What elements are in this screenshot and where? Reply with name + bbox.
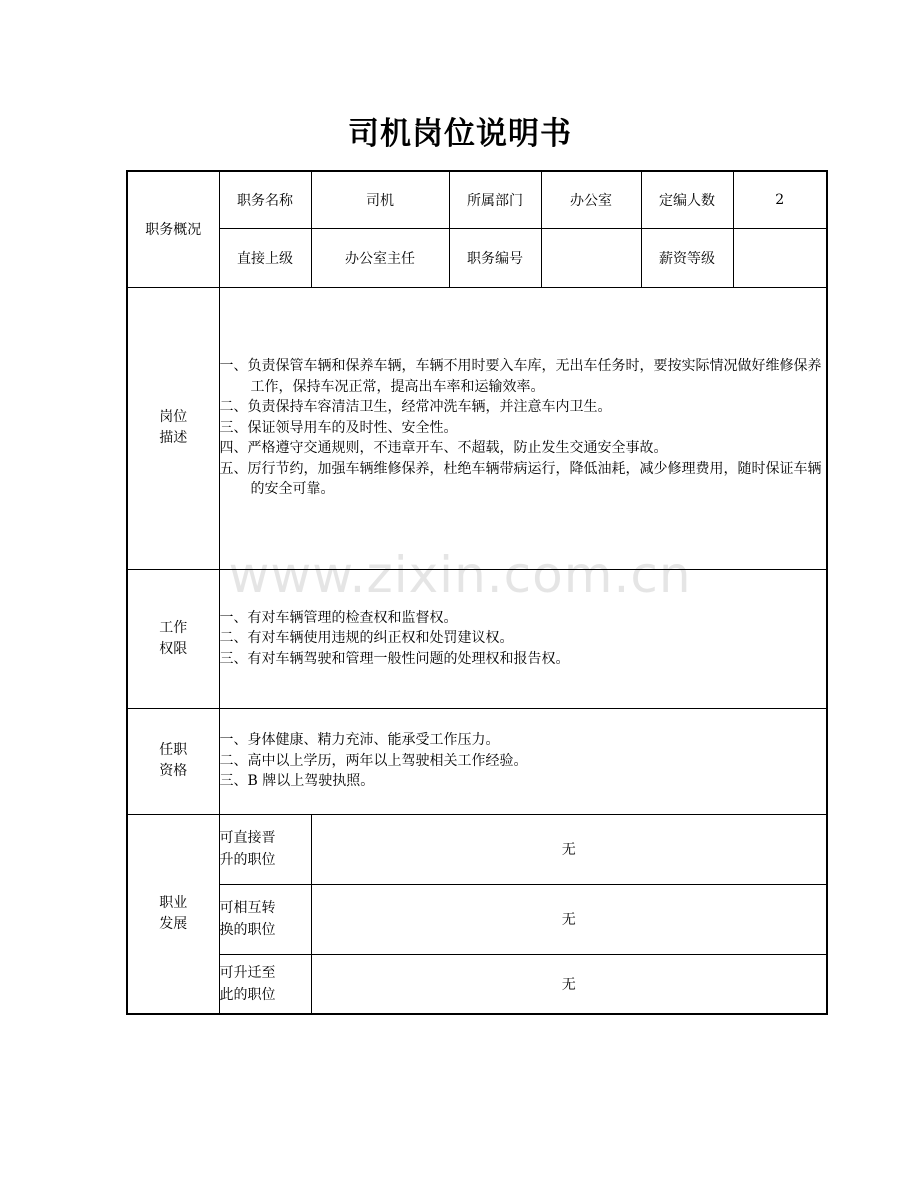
supervisor-value: 办公室主任 [311, 228, 449, 287]
overview-row-1 [127, 171, 827, 228]
qualification-row [127, 708, 827, 814]
headcount-label: 定编人数 [641, 171, 733, 228]
job-code-label: 职务编号 [449, 228, 541, 287]
supervisor-label: 直接上级 [219, 228, 311, 287]
job-code-value [541, 228, 641, 287]
description-item: 一、负责保管车辆和保养车辆，车辆不用时要入车库，无出车任务时，要按实际情况做好维修保养工作，保持车况正常，提高出车率和运输效率。 [219, 358, 822, 395]
page-title: 司机岗位说明书 [348, 116, 572, 152]
career-section-label [127, 814, 219, 1014]
career-row-label-line2: 此的职位 [219, 986, 276, 1003]
description-content [219, 287, 827, 569]
career-row-label [219, 954, 311, 1014]
description-row [127, 287, 827, 569]
description-label-line2: 描述 [159, 430, 188, 446]
department-value: 办公室 [541, 171, 641, 228]
description-item: 五、厉行节约，加强车辆维修保养，杜绝车辆带病运行，降低油耗，减少修理费用，随时保证车辆的安全可靠。 [219, 460, 822, 498]
headcount-value: 2 [733, 171, 827, 228]
job-description-table [126, 170, 828, 1015]
career-row-value: 无 [311, 814, 827, 884]
description-section-label [127, 287, 219, 569]
career-row-label-line1: 可升迁至 [219, 964, 276, 981]
career-label-line2: 发展 [159, 915, 188, 932]
job-name-label: 职务名称 [219, 171, 311, 228]
authority-label-line2: 权限 [159, 640, 188, 657]
authority-row [127, 569, 827, 708]
qualification-item: 二、高中以上学历，两年以上驾驶相关工作经验。 [219, 752, 528, 769]
description-label-line1: 岗位 [159, 409, 188, 425]
career-label-line1: 职业 [159, 894, 188, 911]
qualification-label-line1: 任职 [159, 742, 188, 758]
career-row-label [219, 884, 311, 954]
qualification-content [219, 708, 827, 814]
authority-content [219, 569, 827, 708]
description-item: 二、负责保持车容清洁卫生，经常冲洗车辆，并注意车内卫生。 [219, 399, 612, 416]
career-row-2 [127, 884, 827, 954]
career-row-label-line1: 可相互转 [219, 900, 276, 916]
qualification-section-label [127, 708, 219, 814]
authority-label-line1: 工作 [159, 619, 188, 636]
career-row-label-line1: 可直接晋 [219, 830, 276, 846]
career-row-value: 无 [311, 954, 827, 1014]
authority-item: 二、有对车辆使用违规的纠正权和处罚建议权。 [219, 630, 514, 647]
career-row-label-line2: 升的职位 [219, 852, 276, 868]
career-row-1 [127, 814, 827, 884]
career-row-label [219, 814, 311, 884]
career-row-label-line2: 换的职位 [219, 922, 276, 938]
salary-grade-label: 薪资等级 [641, 228, 733, 287]
career-row-3 [127, 954, 827, 1014]
description-item: 三、保证领导用车的及时性、安全性。 [219, 419, 458, 436]
authority-section-label [127, 569, 219, 708]
authority-item: 三、有对车辆驾驶和管理一般性问题的处理权和报告权。 [219, 650, 570, 667]
authority-item: 一、有对车辆管理的检查权和监督权。 [219, 609, 458, 626]
overview-row-2 [127, 228, 827, 287]
salary-grade-value [733, 228, 827, 287]
description-item: 四、严格遵守交通规则，不违章开车、不超载，防止发生交通安全事故。 [219, 440, 668, 457]
department-label: 所属部门 [449, 171, 541, 228]
qualification-item: 三、B 牌以上驾驶执照。 [219, 773, 375, 790]
qualification-item: 一、身体健康、精力充沛、能承受工作压力。 [219, 732, 500, 749]
qualification-label-line2: 资格 [159, 763, 188, 779]
watermark: www.zixin.com.cn [228, 546, 692, 604]
overview-section-label: 职务概况 [127, 171, 219, 287]
career-row-value: 无 [311, 884, 827, 954]
job-name-value: 司机 [311, 171, 449, 228]
